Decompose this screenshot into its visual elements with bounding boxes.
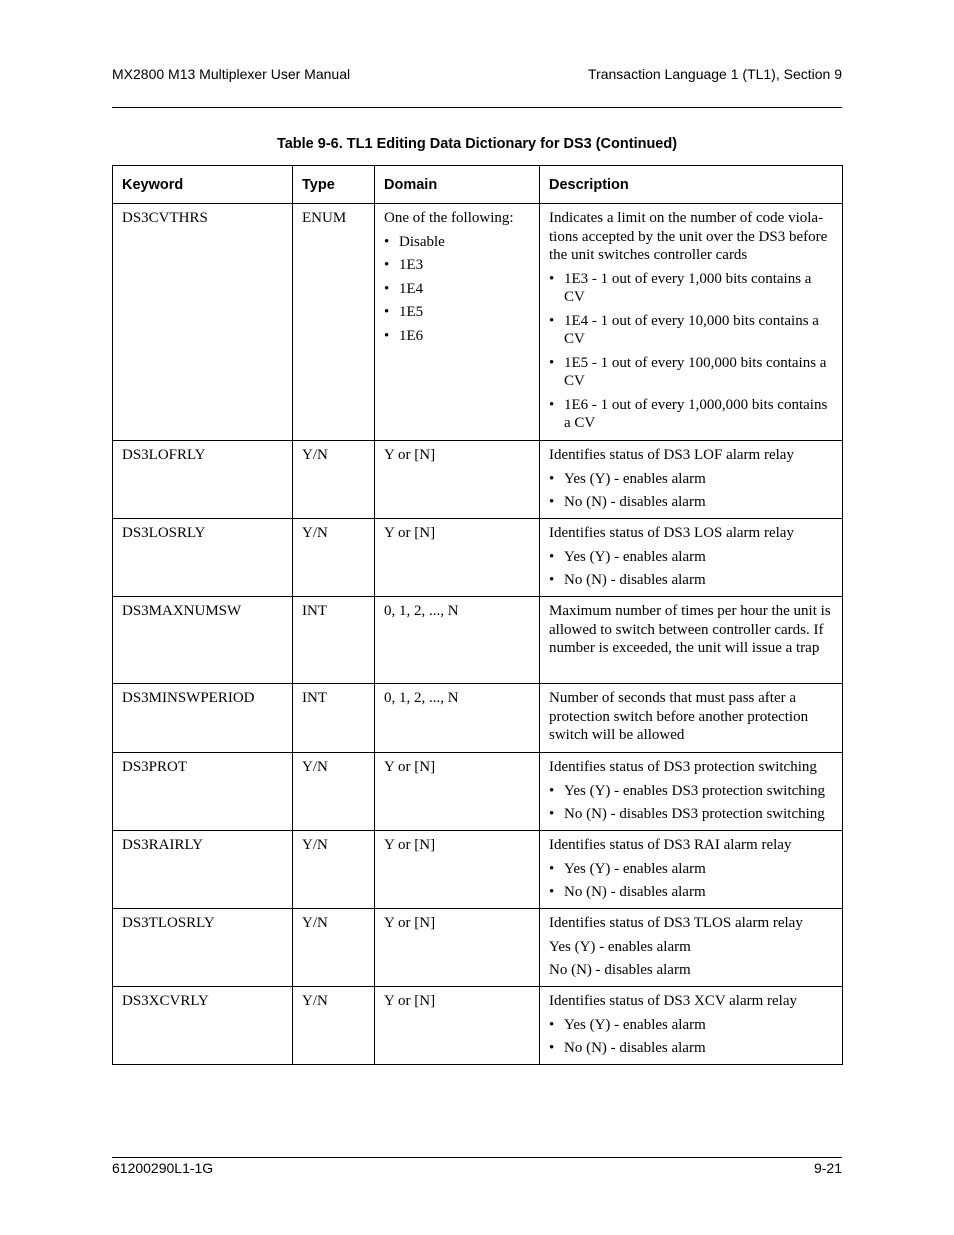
bullet-marker: • [384, 304, 390, 320]
domain-cell: Y or [N] [375, 441, 540, 519]
bullet-marker: • [549, 270, 555, 287]
table-caption: Table 9-6. TL1 Editing Data Dictionary for DS3 (Continued) [276, 136, 678, 152]
description-bullet-item [549, 470, 833, 489]
keyword-cell: DS3PROT [113, 753, 293, 831]
column-header-keyword: Keyword [113, 166, 293, 204]
description-bullet-item [549, 805, 833, 824]
table-row [113, 753, 843, 831]
column-header-type: Type [293, 166, 375, 204]
description-cell [540, 597, 843, 684]
description-bullet-item [549, 571, 833, 590]
table-row [113, 684, 843, 753]
keyword-cell: DS3MAXNUMSW [113, 597, 293, 684]
description-bullet-item [549, 548, 833, 567]
domain-cell: Y or [N] [375, 519, 540, 597]
bullet-marker: • [384, 327, 390, 344]
bullet-marker: • [549, 860, 555, 877]
type-cell: Y/N [293, 987, 375, 1065]
description-text: Identifies status of DS3 LOS alarm relay [549, 525, 794, 541]
bullet-marker: • [549, 572, 555, 588]
bullet-text: 1E3 - 1 out of every 1,000 bits contains a CV [564, 270, 812, 305]
running-header-section: Transaction Language 1 (TL1), Section 9 [588, 66, 842, 82]
bullet-marker: • [384, 280, 390, 297]
description-text: Identifies status of DS3 LOF alarm relay [549, 447, 794, 463]
keyword-cell: DS3CVTHRS [113, 204, 293, 441]
table-header-row [113, 166, 843, 204]
bullet-text: No (N) - disables alarm [564, 884, 706, 900]
keyword-cell: DS3LOSRLY [113, 519, 293, 597]
keyword-cell: DS3RAIRLY [113, 831, 293, 909]
table-row [113, 597, 843, 684]
description-text: Indicates a limit on the number of code viola-tions accepted by the unit over the DS3 before the unit switches controller cards [549, 210, 828, 263]
domain-cell: 0, 1, 2, ..., N [375, 684, 540, 753]
bullet-text: 1E4 - 1 out of every 10,000 bits contains a CV [564, 312, 819, 347]
bullet-marker: • [549, 396, 555, 413]
keyword-cell: DS3MINSWPERIOD [113, 684, 293, 753]
description-cell [540, 684, 843, 753]
domain-cell: Y or [N] [375, 753, 540, 831]
type-cell: Y/N [293, 831, 375, 909]
table-row [113, 987, 843, 1065]
description-bullet-item [549, 883, 833, 902]
description-cell [540, 204, 843, 441]
bullet-text: 1E4 [399, 280, 424, 297]
bullet-marker: • [549, 354, 555, 371]
bullet-marker: • [384, 257, 390, 273]
running-header-title: MX2800 M13 Multiplexer User Manual [112, 66, 351, 82]
bullet-text: 1E6 [399, 327, 424, 344]
description-text: Identifies status of DS3 XCV alarm relay [549, 993, 798, 1009]
description-bullet-item [549, 354, 833, 391]
type-cell: INT [293, 597, 375, 684]
column-header-domain: Domain [375, 166, 540, 204]
domain-cell: Y or [N] [375, 909, 540, 987]
description-bullet-item [549, 782, 833, 801]
description-cell [540, 519, 843, 597]
table-row [113, 519, 843, 597]
table-row [113, 831, 843, 909]
domain-bullet-item [384, 280, 530, 299]
bullet-marker: • [549, 806, 555, 822]
description-bullet-item [549, 1039, 833, 1058]
type-cell: Y/N [293, 753, 375, 831]
bullet-text: Yes (Y) - enables alarm [564, 470, 706, 487]
bullet-text: Yes (Y) - enables DS3 protection switching [564, 782, 825, 799]
table-row [113, 441, 843, 519]
document-number: 61200290L1-1G [112, 1160, 214, 1176]
domain-cell [375, 204, 540, 441]
description-cell [540, 909, 843, 987]
bullet-text: Yes (Y) - enables alarm [564, 548, 706, 565]
description-line: Yes (Y) - enables alarm [549, 938, 691, 955]
type-cell: Y/N [293, 441, 375, 519]
description-bullet-item [549, 860, 833, 879]
domain-bullet-item [384, 256, 530, 275]
description-bullet-item [549, 270, 833, 307]
domain-bullet-item [384, 303, 530, 322]
bullet-text: Yes (Y) - enables alarm [564, 860, 706, 877]
footer-rule [112, 1157, 842, 1158]
description-cell [540, 441, 843, 519]
bullet-text: No (N) - disables alarm [564, 494, 706, 510]
bullet-text: Disable [399, 233, 445, 250]
description-cell [540, 831, 843, 909]
domain-bullet-item [384, 327, 530, 346]
type-cell: INT [293, 684, 375, 753]
description-text: Identifies status of DS3 TLOS alarm relay [549, 915, 803, 931]
keyword-cell: DS3LOFRLY [113, 441, 293, 519]
header-rule [112, 107, 842, 108]
bullet-text: No (N) - disables alarm [564, 1040, 706, 1056]
domain-cell: 0, 1, 2, ..., N [375, 597, 540, 684]
domain-cell: Y or [N] [375, 831, 540, 909]
bullet-marker: • [549, 494, 555, 510]
description-line: No (N) - disables alarm [549, 962, 691, 978]
bullet-text: Yes (Y) - enables alarm [564, 1016, 706, 1033]
bullet-text: No (N) - disables alarm [564, 572, 706, 588]
bullet-text: 1E6 - 1 out of every 1,000,000 bits contains a CV [564, 396, 828, 431]
page-number: 9-21 [813, 1160, 842, 1176]
type-cell: Y/N [293, 909, 375, 987]
bullet-marker: • [549, 548, 555, 565]
type-cell: ENUM [293, 204, 375, 441]
description-bullet-item [549, 493, 833, 512]
bullet-text: No (N) - disables DS3 protection switching [564, 806, 825, 822]
domain-bullet-item [384, 233, 530, 252]
description-bullet-item [549, 1016, 833, 1035]
bullet-marker: • [549, 782, 555, 799]
description-text: Number of seconds that must pass after a protection switch before another protection switch will be allowed [549, 690, 809, 743]
bullet-marker: • [549, 470, 555, 487]
data-dictionary-table [112, 165, 843, 1065]
bullet-marker: • [549, 884, 555, 900]
table-row [113, 204, 843, 441]
description-text: Maximum number of times per hour the unit is allowed to switch between controller cards. If number is exceeded, the unit will issue a trap [549, 603, 831, 656]
description-cell [540, 987, 843, 1065]
type-cell: Y/N [293, 519, 375, 597]
bullet-text: 1E5 [399, 304, 424, 320]
bullet-marker: • [549, 1016, 555, 1033]
description-text: Identifies status of DS3 RAI alarm relay [549, 837, 792, 853]
description-bullet-item [549, 312, 833, 349]
description-text: Identifies status of DS3 protection switching [549, 759, 817, 775]
column-header-description: Description [540, 166, 843, 204]
domain-text: One of the following: [384, 210, 514, 226]
description-cell [540, 753, 843, 831]
bullet-marker: • [384, 233, 390, 250]
domain-cell: Y or [N] [375, 987, 540, 1065]
bullet-marker: • [549, 312, 555, 329]
description-bullet-item [549, 396, 833, 433]
table-row [113, 909, 843, 987]
bullet-marker: • [549, 1040, 555, 1056]
keyword-cell: DS3XCVRLY [113, 987, 293, 1065]
keyword-cell: DS3TLOSRLY [113, 909, 293, 987]
bullet-text: 1E5 - 1 out of every 100,000 bits contains a CV [564, 354, 827, 389]
bullet-text: 1E3 [399, 257, 424, 273]
